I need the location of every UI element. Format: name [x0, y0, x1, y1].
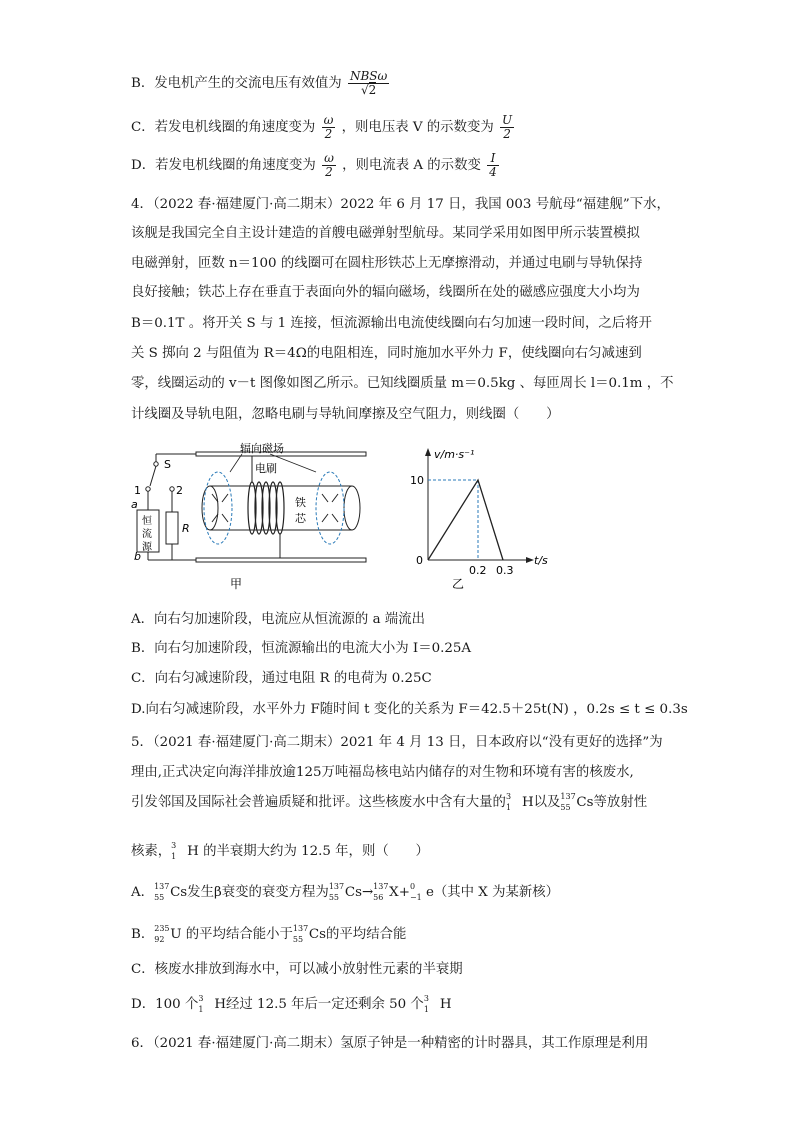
q3-option-d: D．若发电机线圈的角速度变为 $\frac{\omega}{2}$ ，则电流表 A 的示数变 $\frac{I}{4}$ [131, 151, 497, 179]
svg-text:流: 流 [142, 529, 152, 540]
svg-text:芯: 芯 [295, 512, 306, 525]
y-tick-label: 10 [410, 474, 424, 487]
q4-line-4: 良好接触；铁芯上存在垂直于表面向外的辐向磁场，线圈所在处的磁感应强度大小均为 [131, 285, 640, 300]
node-b-label: b [134, 550, 141, 563]
q4-line-2: 该舰是我国完全自主设计建造的首艘电磁弹射型航母。某同学采用如图甲所示装置模拟 [131, 226, 640, 241]
q5-option-d: D．100 个 3 1 H经过 12.5 年后一定还剩余 50 个 3 1 H [131, 994, 452, 1014]
fraction: $\frac{U}{2}$ [502, 113, 513, 141]
isotope-u: 235 92 [154, 924, 170, 944]
q5-option-c: C．核废水排放到海水中，可以减小放射性元素的半衰期 [131, 962, 463, 977]
x-axis-label: t/s [534, 554, 548, 567]
y-axis-label: v/m·s⁻¹ [434, 448, 475, 461]
terminal-2-label: 2 [176, 484, 183, 497]
x-tick-label-1: 0.2 [469, 564, 487, 577]
q4-option-c: C．向右匀减速阶段，通过电阻 R 的电荷为 0.25C [131, 671, 432, 686]
q5-option-a: A． 137 55 Cs发生β衰变的衰变方程为 137 55 Cs→ 137 56 X+ 0 −1 e（其中 X 为某新核） [131, 882, 560, 902]
q5-line-4: 核素， 3 1 H 的半衰期大约为 12.5 年，则（ ） [131, 841, 429, 861]
q5-line-1: 5．（2021 春·福建厦门·高二期末）2021 年 4 月 13 日，日本政府以“没有更好的选择”为 [131, 735, 663, 750]
switch-label: S [164, 458, 171, 471]
y-axis-arrow [425, 448, 431, 456]
q5-option-b: B． 235 92 U 的平均结合能小于 137 55 Cs的平均结合能 [131, 924, 407, 944]
isotope-cs: 137 55 [154, 882, 170, 902]
q3-option-b: B．发电机产生的交流电压有效值为 $\frac{\text{NBSω}}{√2}$ [131, 69, 388, 97]
q4-line-1: 4．（2022 春·福建厦门·高二期末）2022 年 6 月 17 日，我国 003 号航母“福建舰”下水， [131, 197, 670, 212]
figure-jia-circuit [130, 442, 370, 592]
isotope-h: 3 1 [198, 994, 204, 1014]
isotope-h: 3 1 [423, 994, 429, 1014]
svg-text:恒: 恒 [142, 516, 152, 527]
series-line [428, 480, 503, 560]
terminal-1-label: 1 [134, 484, 141, 497]
q5-line-3: 引发邻国及国际社会普遍质疑和批评。这些核废水中含有大量的 3 1 H以及 137 55 Cs等放射性 [131, 792, 648, 812]
q4-line-6: 关 S 掷向 2 与阻值为 R＝4Ω的电阻相连，同时施加水平外力 F，使线圈向右匀减速到 [131, 346, 642, 361]
figure-jia-caption: 甲 [230, 577, 243, 591]
isotope-x: 137 56 [373, 882, 389, 902]
isotope-h: 3 1 [171, 841, 177, 861]
q4-line-5: B＝0.1T 。将开关 S 与 1 连接，恒流源输出电流使线圈向右匀加速一段时间，之后将开 [131, 316, 652, 331]
q4-line-7: 零，线圈运动的 v－t 图像如图乙所示。已知线圈质量 m＝0.5kg 、每匝周长 l＝0.1m ，不 [131, 376, 674, 391]
x-tick-label-2: 0.3 [496, 564, 514, 577]
resistor-label: R [182, 522, 190, 535]
field-label: 辐向磁场 [240, 442, 284, 455]
isotope-h: 3 1 [505, 792, 512, 812]
figure-yi-vt-chart [400, 442, 560, 592]
brush-label: 电刷 [255, 462, 277, 475]
origin-label: 0 [416, 554, 423, 567]
fraction: $\frac{\omega}{2}$ [323, 113, 334, 141]
node-a-label: a [131, 498, 138, 511]
q4-option-b: B．向右匀加速阶段，恒流源输出的电流大小为 I＝0.25A [131, 641, 472, 656]
q4-line-3: 电磁弹射，匝数 n＝100 的线圈可在圆柱形铁芯上无摩擦滑动，并通过电刷与导轨保持 [131, 256, 643, 271]
fraction: $\frac{\omega}{2}$ [324, 151, 334, 179]
q6-line-1: 6．（2021 春·福建厦门·高二期末）氢原子钟是一种精密的计时器具，其工作原理是利用 [131, 1036, 649, 1051]
isotope-e: 0 −1 [409, 882, 422, 902]
q3-option-c: C．若发电机线圈的角速度变为 $\frac{\omega}{2}$ ，则电压表 V 的示数变为 $\frac{U}{2}$ [131, 113, 513, 141]
isotope-cs: 137 55 [328, 882, 345, 902]
isotope-cs: 137 55 [560, 792, 576, 812]
svg-text:铁: 铁 [295, 496, 306, 509]
fraction: $\frac{I}{4}$ [489, 151, 497, 179]
fraction: $\frac{\text{NBSω}}{√2}$ [349, 69, 388, 97]
figure-yi-caption: 乙 [452, 577, 465, 591]
svg-text:源: 源 [142, 542, 152, 553]
q4-option-a: A．向右匀加速阶段，电流应从恒流源的 a 端流出 [131, 612, 425, 627]
q5-line-2: 理由,正式决定向海洋排放逾125万吨福岛核电站内储存的对生物和环境有害的核废水, [131, 765, 634, 780]
x-axis-arrow [526, 557, 534, 563]
isotope-cs: 137 55 [292, 924, 309, 944]
q4-line-8: 计线圈及导轨电阻，忽略电刷与导轨间摩擦及空气阻力，则线圈（ ） [131, 407, 560, 422]
q4-option-d: D.向右匀减速阶段，水平外力 F随时间 t 变化的关系为 F＝42.5＋25t(N) ，0.2s ≤ t ≤ 0.3s [131, 702, 688, 717]
